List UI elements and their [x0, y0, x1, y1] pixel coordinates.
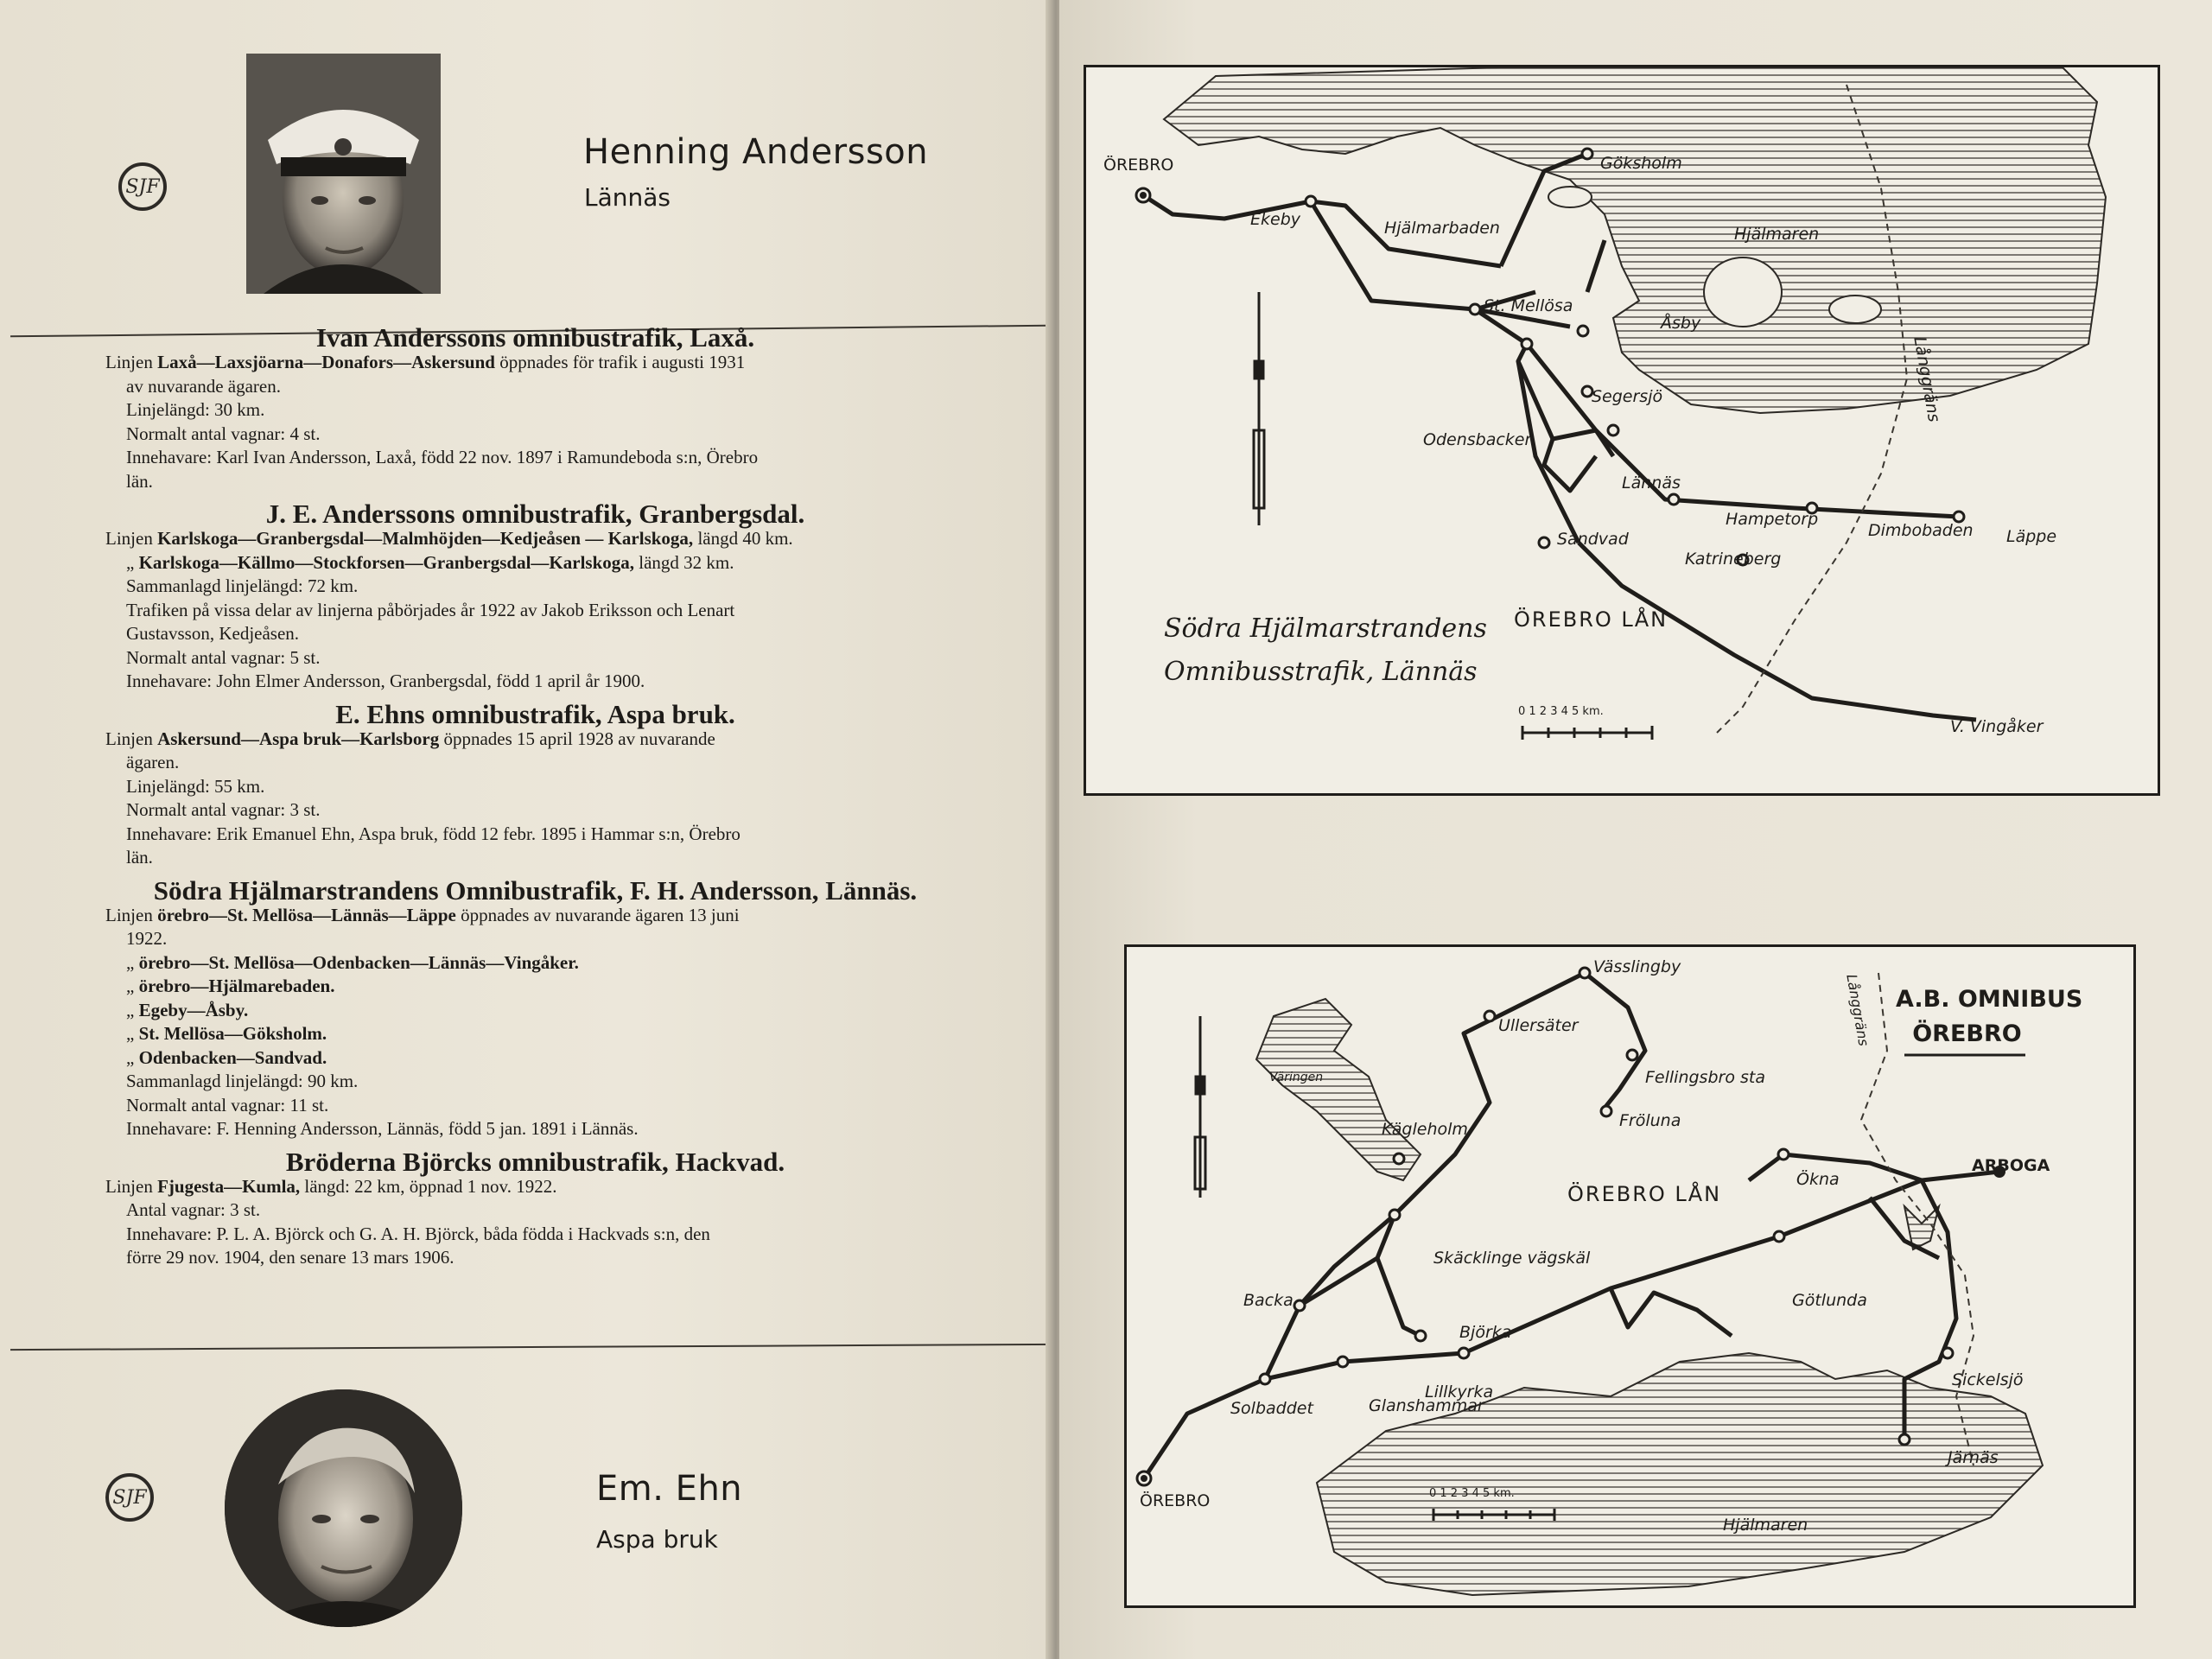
portrait-photo [225, 1389, 462, 1627]
entry-line: Normalt antal vagnar: 11 st. [126, 1094, 329, 1116]
entry-line: av nuvarande ägaren. [126, 375, 281, 397]
route-name: Karlskoga—Källmo—Stockforsen—Granbergsdal—Karlskoga, [138, 551, 635, 573]
entry-line [105, 551, 965, 575]
line-prefix: „ [126, 999, 139, 1020]
line-prefix: „ [126, 951, 139, 973]
entry-line: 1922. [126, 928, 168, 949]
map-ab-omnibus-orebro [1124, 944, 2136, 1608]
place-label: ARBOGA [1972, 1156, 2050, 1175]
company-heading: Södra Hjälmarstrandens Omnibustrafik, F. H. Andersson, Lännäs. [153, 874, 918, 906]
entry-line: Innehavare: Erik Emanuel Ehn, Aspa bruk, född 12 febr. 1895 i Hammar s:n, Örebro [126, 823, 741, 844]
route-name: Odenbacken—Sandvad. [138, 1046, 327, 1068]
entry-line: Sammanlagd linjelängd: 90 km. [126, 1071, 359, 1091]
entry-line [105, 351, 965, 375]
place-label: V. Vingåker [1950, 717, 2044, 736]
place-label: Ekeby [1250, 210, 1301, 229]
entry-line [105, 999, 965, 1023]
place-label: Sickelsjö [1952, 1370, 2024, 1389]
place-label: Glanshammar [1369, 1396, 1484, 1415]
place-label: St. Mellösa [1484, 296, 1573, 315]
lake-label: Hjälmaren [1734, 225, 1820, 244]
place-label: Kägleholm [1382, 1120, 1468, 1139]
company-entry [105, 698, 965, 870]
route-name: örebro—St. Mellösa—Odenbacken—Lännäs—Vingåker. [138, 951, 579, 973]
divider-bottom [10, 1344, 1056, 1351]
border-label: Långgräns [1910, 335, 1944, 424]
company-heading: Bröderna Björcks omnibustrafik, Hackvad. [285, 1146, 785, 1177]
place-label: Götlunda [1792, 1291, 1867, 1310]
entry-line: Innehavare: P. L. A. Björck och G. A. H. Björck, båda födda i Hackvads s:n, den [126, 1223, 710, 1244]
company-heading: E. Ehns omnibustrafik, Aspa bruk. [335, 698, 735, 729]
place-label: Väringen [1269, 1071, 1324, 1084]
region-label: ÖREBRO LÅN [1514, 607, 1669, 632]
entry-line: Linjelängd: 30 km. [126, 399, 265, 420]
entry-line: förre 29 nov. 1904, den senare 13 mars 1906. [126, 1247, 454, 1268]
line-prefix: „ [126, 551, 139, 573]
entry-line: län. [126, 470, 153, 492]
line-suffix: längd 32 km. [634, 551, 734, 573]
lake-label: Hjälmaren [1723, 1516, 1808, 1535]
entry-line: Normalt antal vagnar: 5 st. [126, 646, 321, 668]
line-suffix: öppnades av nuvarande ägaren 13 juni [455, 904, 740, 925]
line-prefix: „ [126, 976, 139, 996]
portrait-henning-andersson [246, 54, 441, 294]
emblem-top: SJF [118, 162, 167, 211]
entry-line [105, 904, 965, 928]
scale-ticks: 0 1 2 3 4 5 km. [1518, 705, 1604, 718]
line-suffix: öppnades för trafik i augusti 1931 [494, 352, 746, 372]
emblem-bottom: SJF [105, 1473, 154, 1522]
left-page [0, 0, 1052, 1659]
entry-line: Linjelängd: 55 km. [126, 775, 265, 797]
route-name: Fjugesta—Kumla, [157, 1175, 301, 1197]
map-caption-line1: Södra Hjälmarstrandens [1164, 613, 1487, 644]
company-heading: Ivan Anderssons omnibustrafik, Laxå. [315, 322, 755, 353]
entry-line: Normalt antal vagnar: 3 st. [126, 799, 321, 820]
entry-line: Innehavare: John Elmer Andersson, Granbergsdal, född 1 april år 1900. [126, 671, 645, 691]
route-name: Askersund—Aspa bruk—Karlsborg [157, 728, 440, 749]
map-sodra-hjalmarstranden [1084, 65, 2160, 796]
scale-ticks: 0 1 2 3 4 5 km. [1429, 1487, 1515, 1500]
company-heading: J. E. Anderssons omnibustrafik, Granbergsdal. [265, 499, 805, 529]
region-label: ÖREBRO LÅN [1567, 1182, 1722, 1206]
place-label: Segersjö [1592, 387, 1663, 406]
entry-line: ägaren. [126, 752, 180, 772]
profile-name-top: Henning Andersson [583, 132, 929, 172]
company-entry [105, 874, 965, 1141]
place-label: Fellingsbro sta [1645, 1068, 1765, 1087]
right-page [1059, 0, 2212, 1659]
entry-line: Normalt antal vagnar: 4 st. [126, 423, 321, 444]
place-label: Läppe [2006, 527, 2057, 546]
entry-line: län. [126, 847, 153, 868]
line-prefix: „ [126, 1023, 139, 1044]
entry-line [105, 1022, 965, 1046]
route-name: Karlskoga—Granbergsdal—Malmhöjden—Kedjeåsen — Karlskoga, [157, 528, 694, 549]
place-label: Björka [1459, 1323, 1512, 1342]
company-entry [105, 324, 965, 493]
place-label: Åsby [1661, 314, 1701, 333]
route-name: Egeby—Åsby. [138, 999, 249, 1020]
entry-line [105, 975, 965, 999]
place-label: Göksholm [1600, 154, 1682, 173]
border-label: Långgräns [1843, 973, 1872, 1048]
portrait-photo [246, 54, 441, 294]
line-prefix: Linjen [105, 528, 158, 549]
place-label: Backa [1243, 1291, 1294, 1310]
lake-hjalmaren [1164, 67, 2106, 413]
company-label-line2: ÖREBRO [1912, 1020, 2022, 1047]
profile-place-top: Lännäs [584, 183, 671, 212]
place-label: Fröluna [1619, 1111, 1681, 1130]
route-name: örebro—Hjälmarebaden. [138, 976, 335, 996]
entry-line: Gustavsson, Kedjeåsen. [126, 623, 300, 644]
entry-line: Sammanlagd linjelängd: 72 km. [126, 575, 359, 596]
place-label: ÖREBRO [1103, 156, 1174, 175]
entry-line [105, 951, 965, 976]
company-label-line1: A.B. OMNIBUS [1896, 986, 2083, 1013]
place-label: Odensbacken [1423, 430, 1535, 449]
entry-line: Trafiken på vissa delar av linjerna påbörjades år 1922 av Jakob Eriksson och Lenart [126, 599, 735, 620]
company-entry [105, 500, 965, 694]
entry-line: Innehavare: F. Henning Andersson, Lännäs, född 5 jan. 1891 i Lännäs. [126, 1118, 639, 1139]
portrait-em-ehn [225, 1389, 462, 1627]
line-suffix: längd: 22 km, öppnad 1 nov. 1922. [300, 1175, 557, 1197]
north-arrow [1254, 292, 1264, 525]
entry-line [105, 1175, 965, 1199]
line-suffix: öppnades 15 april 1928 av nuvarande [439, 728, 715, 749]
place-label: Hampetorp [1726, 510, 1819, 529]
entry-line: Innehavare: Karl Ivan Andersson, Laxå, född 22 nov. 1897 i Ramundeboda s:n, Örebro [126, 447, 759, 467]
route-name: örebro—St. Mellösa—Lännäs—Läppe [157, 904, 456, 925]
place-label: ÖREBRO [1140, 1491, 1211, 1510]
place-label: Dimbobaden [1868, 521, 1974, 540]
entry-line [105, 728, 965, 752]
place-label: Katrineberg [1685, 550, 1782, 569]
place-label: Vässlingby [1593, 957, 1681, 976]
profile-name-bottom: Em. Ehn [596, 1469, 743, 1509]
place-label: Ökna [1796, 1170, 1840, 1189]
place-label: Sandvad [1557, 530, 1629, 549]
line-prefix: Linjen [105, 1175, 158, 1197]
place-label: Lännäs [1622, 474, 1681, 493]
line-suffix: längd 40 km. [693, 528, 793, 549]
scale-bar [1522, 726, 1652, 740]
place-label: Lillkyrka [1425, 1382, 1494, 1402]
entry-line [105, 1046, 965, 1071]
place-label: Ullersäter [1498, 1016, 1579, 1035]
north-arrow [1195, 1016, 1205, 1198]
line-prefix: „ [126, 1046, 139, 1068]
place-label: Solbaddet [1230, 1399, 1313, 1418]
place-label: Skäcklinge vägskäl [1433, 1249, 1591, 1268]
route-name: Laxå—Laxsjöarna—Donafors—Askersund [157, 352, 495, 372]
company-entry [105, 1148, 965, 1270]
profile-place-bottom: Aspa bruk [596, 1525, 718, 1554]
company-listing [105, 324, 965, 1277]
entry-line: Antal vagnar: 3 st. [126, 1199, 261, 1220]
place-label: Hjälmarbaden [1384, 219, 1500, 238]
map-caption-line2: Omnibusstrafik, Lännäs [1164, 657, 1478, 687]
line-prefix: Linjen [105, 352, 158, 372]
entry-line [105, 527, 965, 551]
line-prefix: Linjen [105, 904, 158, 925]
place-label: Järnäs [1948, 1448, 1999, 1467]
line-prefix: Linjen [105, 728, 158, 749]
route-name: St. Mellösa—Göksholm. [138, 1023, 327, 1044]
